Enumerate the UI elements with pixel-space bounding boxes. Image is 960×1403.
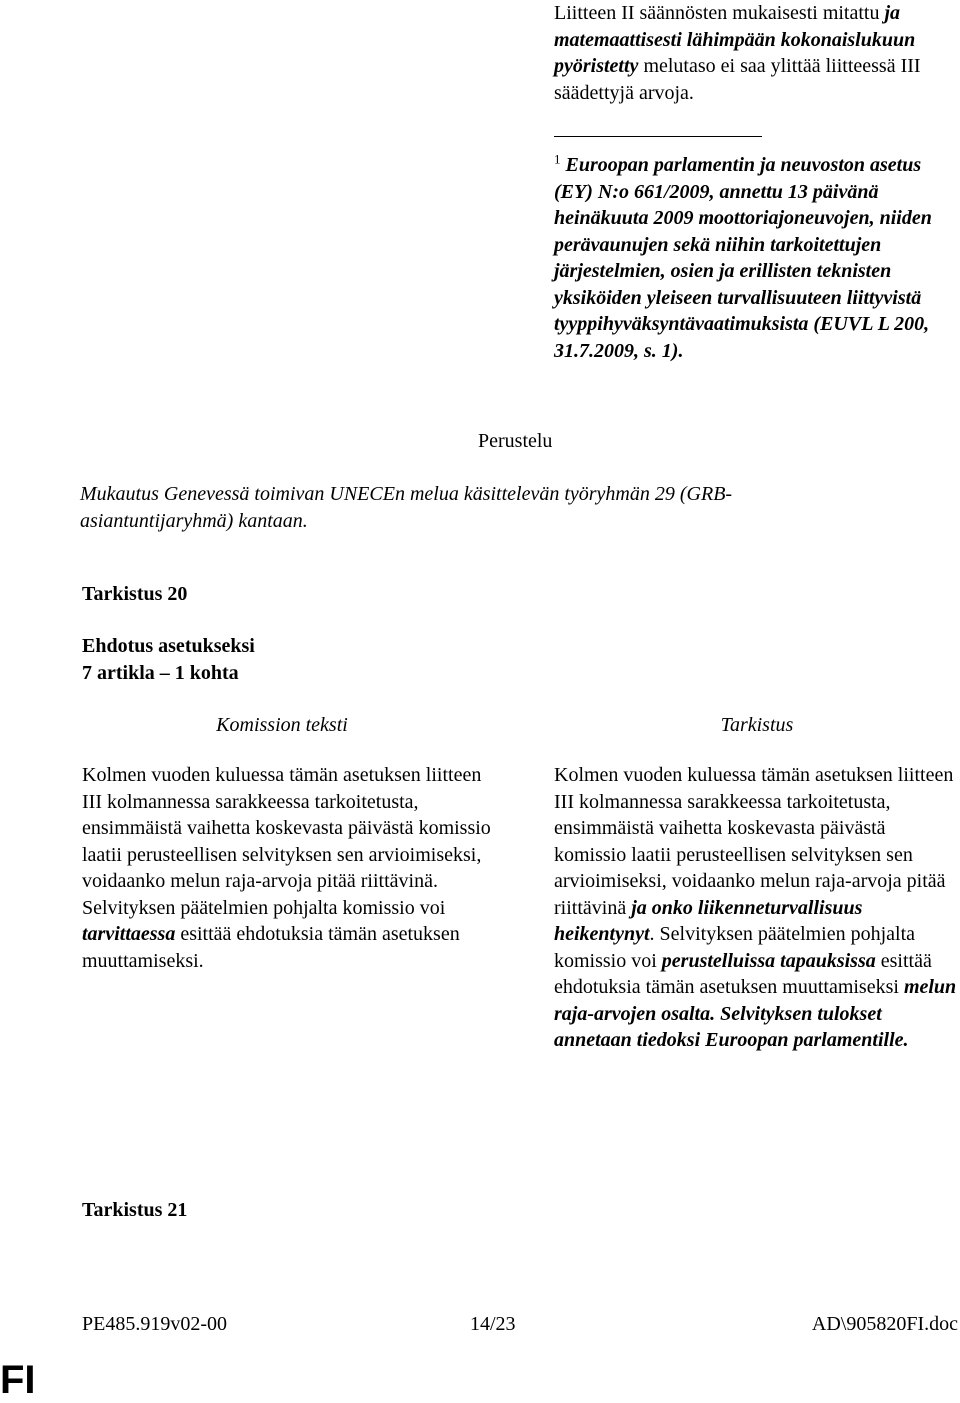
- amendment-seg-6-emphasis: melun raja-arvojen osalta. Selvityksen tulokset annetaan tiedoksi Euroopan parlamentille.: [554, 976, 957, 1051]
- amendment-seg-2-emphasis: ja onko liikenneturvallisuus heikentynyt: [554, 896, 863, 945]
- amendment-seg-1: Kolmen vuoden kuluessa tämän asetuksen liitteen III kolmannessa sarakkeessa tarkoitetusta, ensimmäistä vaihetta koskevasta päivästä komissio laatii perusteellisen selvityksen sen arvioimiseksi, voidaanko melun raja-arvoja pitää riittävinä: [554, 764, 954, 919]
- next-amendment-title: Tarkistus 21: [82, 1199, 188, 1221]
- footer-reference: PE485.919v02-00: [82, 1313, 227, 1335]
- article-line: 7 artikla – 1 kohta: [82, 661, 239, 684]
- amendment-seg-3: . Selvityksen päätelmien pohjalta komissio voi: [554, 923, 916, 972]
- commission-text: [82, 762, 492, 974]
- amendment-seg-5: esittää ehdotuksia tämän asetuksen muuttamiseksi: [554, 949, 932, 998]
- continuation-seg-1: Liitteen II säännösten mukaisesti mitattu: [554, 2, 885, 24]
- commission-text-heading: Komission teksti: [216, 714, 348, 736]
- language-code: FI: [0, 1358, 36, 1402]
- footnote-separator: [554, 136, 762, 137]
- amendment-column-heading: Tarkistus: [720, 714, 794, 736]
- justification-text: Mukautus Genevessä toimivan UNECEn melua käsittelevän työryhmän 29 (GRB-asiantuntijaryhmä) kantaan.: [80, 483, 733, 532]
- continuation-seg-2-emphasis: ja matemaattisesti lähimpään kokonaislukuun pyöristetty: [554, 2, 916, 77]
- commission-seg-1: Kolmen vuoden kuluessa tämän asetuksen liitteen III kolmannessa sarakkeessa tarkoitetusta, ensimmäistä vaihetta koskevasta päivästä komissio laatii perusteellisen selvityksen sen arvioimiseksi, voidaanko melun raja-arvoja pitää riittävinä. Selvityksen päätelmien pohjalta komissio voi: [82, 764, 491, 919]
- footnote-text: Euroopan parlamentin ja neuvoston asetus (EY) N:o 661/2009, annettu 13 päivänä heinäkuuta 2009 moottoriajoneuvojen, niiden perävaunujen sekä niihin tarkoitettujen järjestelmien, osien ja erillisten teknisten yksiköiden yleiseen turvallisuuteen liittyvistä tyyppihyväksyntävaatimuksista (EUVL L 200, 31.7.2009, s. 1).: [554, 154, 932, 362]
- amendment-continuation-text: [554, 0, 954, 106]
- footer-page-number: 14/23: [470, 1313, 516, 1335]
- commission-seg-2-emphasis: tarvittaessa: [82, 923, 176, 945]
- proposal-line: Ehdotus asetukseksi: [82, 635, 255, 657]
- continuation-seg-3: melutaso ei saa ylittää liitteessä III säädettyjä arvoja.: [554, 55, 921, 104]
- justification-heading: Perustelu: [478, 430, 553, 452]
- footnote: [554, 152, 954, 364]
- footer-doc-name: AD\905820FI.doc: [811, 1313, 958, 1335]
- amendment-text: [554, 762, 960, 1054]
- footnote-number: 1: [554, 151, 561, 167]
- proposal-reference: [82, 633, 255, 686]
- amendment-title: Tarkistus 20: [82, 583, 188, 605]
- amendment-seg-4-emphasis: perustelluissa tapauksissa: [661, 949, 876, 972]
- commission-seg-3: esittää ehdotuksia tämän asetuksen muuttamiseksi.: [82, 923, 460, 972]
